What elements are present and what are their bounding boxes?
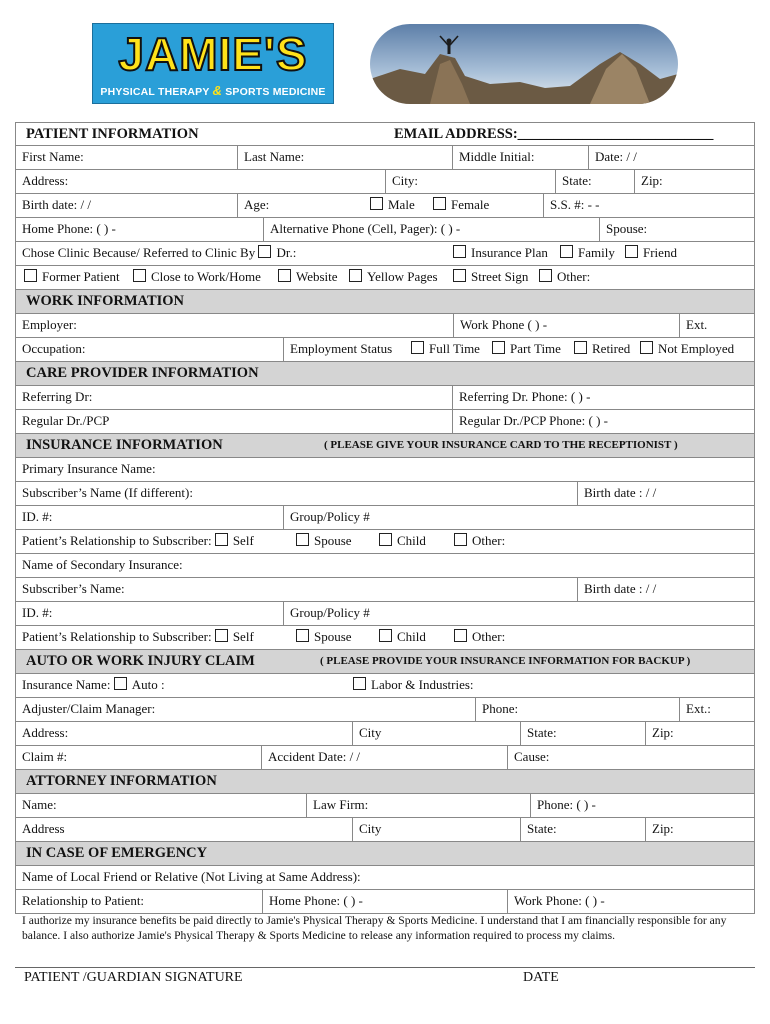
auto-label: Auto : <box>131 677 165 692</box>
other-source-checkbox[interactable] <box>539 269 552 282</box>
part-time-checkbox[interactable] <box>492 341 505 354</box>
male-option[interactable] <box>364 194 415 217</box>
subscriber2-name-field[interactable]: Subscriber’s Name: <box>22 581 125 596</box>
emergency-relationship-field[interactable]: Relationship to Patient: <box>22 893 145 908</box>
family-option[interactable] <box>554 242 615 265</box>
spouse2-label: Spouse <box>314 629 352 644</box>
full-time-option[interactable] <box>405 338 480 361</box>
state-field[interactable]: State: <box>555 170 592 193</box>
not-employed-label: Not Employed <box>658 341 735 356</box>
insurance-title: INSURANCE INFORMATION <box>26 437 223 453</box>
attorney-title: ATTORNEY INFORMATION <box>26 773 217 789</box>
middle-initial-field[interactable]: Middle Initial: <box>452 146 534 169</box>
spouse-field[interactable]: Spouse: <box>599 218 647 241</box>
dr-checkbox[interactable] <box>258 245 271 258</box>
yellow-pages-checkbox[interactable] <box>349 269 362 282</box>
insurance-plan-option[interactable] <box>447 242 548 265</box>
spouse2-option[interactable] <box>290 626 352 649</box>
zip-field[interactable]: Zip: <box>634 170 663 193</box>
other2-checkbox[interactable] <box>454 629 467 642</box>
patient-info-title: PATIENT INFORMATION <box>26 126 199 142</box>
referring-dr-field[interactable]: Referring Dr: <box>22 389 93 404</box>
clinic-reason-text: Chose Clinic Because/ Referred to Clinic By <box>22 245 256 260</box>
logo-line-1: PHYSICAL THERAPY <box>100 86 210 98</box>
law-firm-field[interactable]: Law Firm: <box>306 794 368 817</box>
claim-number-field[interactable]: Claim #: <box>22 749 68 764</box>
group-policy-field[interactable]: Group/Policy # <box>283 506 370 529</box>
insurance-header-row <box>15 434 755 458</box>
subscriber-row <box>15 482 755 506</box>
friend-label: Friend <box>643 245 677 260</box>
auto-claim-note: ( PLEASE PROVIDE YOUR INSURANCE INFORMATION FOR BACKUP ) <box>320 655 691 667</box>
birth-row <box>15 194 755 218</box>
family-checkbox[interactable] <box>560 245 573 258</box>
attorney-phone-field[interactable]: Phone: ( ) - <box>530 794 596 817</box>
work-info-header-row <box>15 290 755 314</box>
attorney-state-field[interactable]: State: <box>520 818 557 841</box>
labor-industries-checkbox[interactable] <box>353 677 366 690</box>
emergency-relationship-row <box>15 890 755 914</box>
adjuster-phone-field[interactable]: Phone: <box>475 698 518 721</box>
logo-ampersand: & <box>212 83 223 98</box>
self-checkbox[interactable] <box>215 533 228 546</box>
labor-industries-label: Labor & Industries: <box>371 677 474 692</box>
clinic-reason-label <box>16 242 296 265</box>
male-label: Male <box>388 197 415 212</box>
address-row <box>15 170 755 194</box>
occupation-field[interactable]: Occupation: <box>22 341 86 356</box>
authorization-text: I authorize my insurance benefits be paid directly to Jamie's Physical Therapy & Sports Medicine. I understand that I am financially responsible for any balance. I also authorize Jamie's Physical Therapy & Sports Medicine to release any information required to process my claims. <box>22 914 727 942</box>
insurance-plan-label: Insurance Plan <box>471 245 548 260</box>
address-field[interactable]: Address: <box>22 173 69 188</box>
id2-row <box>15 602 755 626</box>
regular-row <box>15 410 755 434</box>
child2-label: Child <box>397 629 426 644</box>
auto-claim-title: AUTO OR WORK INJURY CLAIM <box>26 653 255 669</box>
email-address-field[interactable]: EMAIL ADDRESS:___________________________ <box>394 126 714 142</box>
spouse-option[interactable] <box>290 530 352 553</box>
regular-dr-field[interactable]: Regular Dr./PCP <box>22 413 110 428</box>
employer-row <box>15 314 755 338</box>
retired-checkbox[interactable] <box>574 341 587 354</box>
full-time-label: Full Time <box>429 341 480 356</box>
website-label: Website <box>296 269 338 284</box>
attorney-name-field[interactable]: Name: <box>22 797 57 812</box>
spouse2-checkbox[interactable] <box>296 629 309 642</box>
work-phone-field[interactable]: Work Phone ( ) - <box>453 314 547 337</box>
logo-name: JAMIE'S <box>118 28 308 80</box>
id-row <box>15 506 755 530</box>
relationship2-text: Patient’s Relationship to Subscriber: <box>22 629 212 644</box>
website-option[interactable] <box>272 266 338 289</box>
attorney-name-row <box>15 794 755 818</box>
employer-field[interactable]: Employer: <box>22 317 77 332</box>
female-option[interactable] <box>427 194 489 217</box>
adjuster-field[interactable]: Adjuster/Claim Manager: <box>22 701 156 716</box>
cause-field[interactable]: Cause: <box>507 746 549 769</box>
work-ext-field[interactable]: Ext. <box>679 314 707 337</box>
referral-row <box>15 242 755 266</box>
employment-status-label: Employment Status <box>283 338 392 361</box>
care-provider-header-row <box>15 362 755 386</box>
close-to-work-label: Close to Work/Home <box>151 269 261 284</box>
claim-city-field[interactable]: City <box>352 722 381 745</box>
attorney-header-row <box>15 770 755 794</box>
close-to-work-checkbox[interactable] <box>133 269 146 282</box>
child2-option[interactable] <box>373 626 426 649</box>
other2-option[interactable] <box>448 626 505 649</box>
emergency-work-phone-field[interactable]: Work Phone: ( ) - <box>507 890 605 913</box>
regular-phone-field[interactable]: Regular Dr./PCP Phone: ( ) - <box>452 410 608 433</box>
yellow-pages-label: Yellow Pages <box>367 269 438 284</box>
spouse-checkbox[interactable] <box>296 533 309 546</box>
male-checkbox[interactable] <box>370 197 383 210</box>
insurance-plan-checkbox[interactable] <box>453 245 466 258</box>
secondary-insurance-field[interactable]: Name of Secondary Insurance: <box>22 557 183 572</box>
claim-address-field[interactable]: Address: <box>22 725 69 740</box>
age-field[interactable]: Age: <box>237 194 269 217</box>
friend-option[interactable] <box>619 242 677 265</box>
primary-insurance-field[interactable]: Primary Insurance Name: <box>22 461 156 476</box>
signature-date-label[interactable]: DATE <box>523 970 559 985</box>
claim-row <box>15 746 755 770</box>
subscriber2-row <box>15 578 755 602</box>
attorney-address-row <box>15 818 755 842</box>
retired-label: Retired <box>592 341 631 356</box>
attorney-city-field[interactable]: City <box>352 818 381 841</box>
subscriber2-birth-field[interactable]: Birth date : / / <box>577 578 656 601</box>
attorney-address-field[interactable]: Address <box>22 821 65 836</box>
referring-phone-field[interactable]: Referring Dr. Phone: ( ) - <box>452 386 590 409</box>
child2-checkbox[interactable] <box>379 629 392 642</box>
self2-label: Self <box>232 629 254 644</box>
auto-claim-header-row <box>15 650 755 674</box>
close-to-work-option[interactable] <box>127 266 261 289</box>
signature-line <box>15 967 755 968</box>
retired-option[interactable] <box>568 338 630 361</box>
occupation-row <box>15 338 755 362</box>
work-info-title: WORK INFORMATION <box>26 293 185 309</box>
other-relationship-option[interactable] <box>448 530 505 553</box>
auto-checkbox[interactable] <box>114 677 127 690</box>
street-sign-option[interactable] <box>447 266 528 289</box>
other-source-option[interactable] <box>533 266 590 289</box>
id-number-field[interactable]: ID. #: <box>22 509 53 524</box>
clinic-logo <box>92 23 334 104</box>
emergency-header-row <box>15 842 755 866</box>
relationship2-label <box>16 626 254 649</box>
last-name-field[interactable]: Last Name: <box>237 146 304 169</box>
care-provider-title: CARE PROVIDER INFORMATION <box>26 365 259 381</box>
child-option[interactable] <box>373 530 426 553</box>
accident-date-field[interactable]: Accident Date: / / <box>261 746 360 769</box>
family-label: Family <box>578 245 615 260</box>
header-photo <box>370 24 678 104</box>
secondary-insurance-row <box>15 554 755 578</box>
street-sign-label: Street Sign <box>471 269 529 284</box>
full-time-checkbox[interactable] <box>411 341 424 354</box>
claim-zip-field[interactable]: Zip: <box>645 722 674 745</box>
adjuster-ext-field[interactable]: Ext.: <box>679 698 711 721</box>
local-contact-row <box>15 866 755 890</box>
claim-address-row <box>15 722 755 746</box>
street-sign-checkbox[interactable] <box>453 269 466 282</box>
alternative-phone-field[interactable]: Alternative Phone (Cell, Pager): ( ) - <box>263 218 460 241</box>
former-patient-option[interactable] <box>18 266 120 289</box>
relationship-text: Patient’s Relationship to Subscriber: <box>22 533 212 548</box>
birth-date-field[interactable]: Birth date: / / <box>22 197 91 212</box>
friend-checkbox[interactable] <box>625 245 638 258</box>
other-source-label: Other: <box>557 269 591 284</box>
not-employed-checkbox[interactable] <box>640 341 653 354</box>
self2-checkbox[interactable] <box>215 629 228 642</box>
emergency-title: IN CASE OF EMERGENCY <box>26 845 208 861</box>
relationship-row <box>15 530 755 554</box>
source-row <box>15 266 755 290</box>
part-time-option[interactable] <box>486 338 561 361</box>
emergency-home-phone-field[interactable]: Home Phone: ( ) - <box>262 890 363 913</box>
home-phone-field[interactable]: Home Phone: ( ) - <box>22 221 116 236</box>
signature-label[interactable]: PATIENT /GUARDIAN SIGNATURE <box>24 970 243 985</box>
other2-label: Other: <box>472 629 506 644</box>
yellow-pages-option[interactable] <box>343 266 438 289</box>
not-employed-option[interactable] <box>634 338 734 361</box>
first-name-field[interactable]: First Name: <box>22 149 84 164</box>
other-relationship-checkbox[interactable] <box>454 533 467 546</box>
local-contact-field[interactable]: Name of Local Friend or Relative (Not Living at Same Address): <box>22 869 361 884</box>
part-time-label: Part Time <box>510 341 561 356</box>
logo-subtitle <box>93 83 333 98</box>
insurance-name-label <box>16 674 165 697</box>
relationship2-row <box>15 626 755 650</box>
self-label: Self <box>232 533 254 548</box>
phone-row <box>15 218 755 242</box>
id2-number-field[interactable]: ID. #: <box>22 605 53 620</box>
child-label: Child <box>397 533 426 548</box>
spouse-label: Spouse <box>314 533 352 548</box>
city-field[interactable]: City: <box>385 170 418 193</box>
group-policy2-field[interactable]: Group/Policy # <box>283 602 370 625</box>
ss-number-field[interactable]: S.S. #: - - <box>543 194 599 217</box>
dr-label: Dr.: <box>276 245 297 260</box>
female-label: Female <box>451 197 490 212</box>
logo-line-2: SPORTS MEDICINE <box>225 86 326 98</box>
insurance-note: ( PLEASE GIVE YOUR INSURANCE CARD TO THE RECEPTIONIST ) <box>324 439 678 451</box>
date-field[interactable]: Date: / / <box>588 146 637 169</box>
adjuster-row <box>15 698 755 722</box>
claim-state-field[interactable]: State: <box>520 722 557 745</box>
attorney-zip-field[interactable]: Zip: <box>645 818 674 841</box>
former-patient-label: Former Patient <box>42 269 120 284</box>
female-checkbox[interactable] <box>433 197 446 210</box>
insurance-name-row <box>15 674 755 698</box>
name-row <box>15 146 755 170</box>
subscriber-name-field[interactable]: Subscriber’s Name (If different): <box>22 485 193 500</box>
former-patient-checkbox[interactable] <box>24 269 37 282</box>
insurance-name-text: Insurance Name: <box>22 677 111 692</box>
patient-info-header-row <box>15 122 755 146</box>
subscriber-birth-field[interactable]: Birth date : / / <box>577 482 656 505</box>
child-checkbox[interactable] <box>379 533 392 546</box>
other-relationship-label: Other: <box>472 533 506 548</box>
website-checkbox[interactable] <box>278 269 291 282</box>
relationship-label <box>16 530 254 553</box>
referring-row <box>15 386 755 410</box>
labor-industries-option[interactable] <box>347 674 474 697</box>
primary-insurance-row <box>15 458 755 482</box>
